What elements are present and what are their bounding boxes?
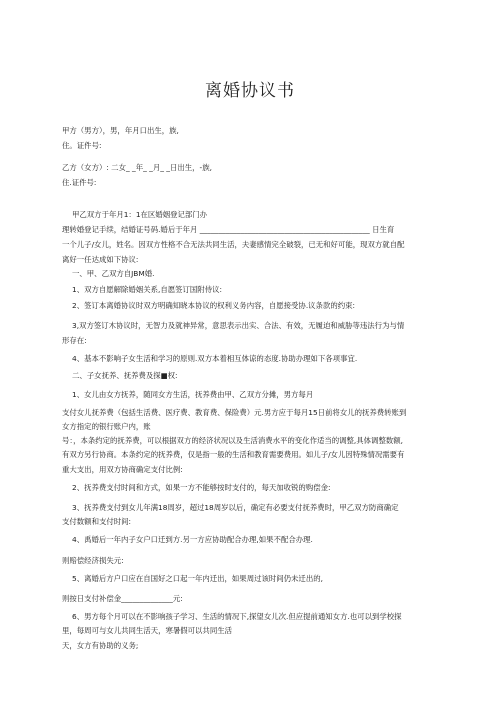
text-line: 二、子女抚养、抚养费及探■权: [72, 371, 178, 380]
text-line: 号：，本条约定的抚养费，可以根据双方的经济状况以及生活消费水平的变化作适当的调整,具体调整数额, [62, 436, 403, 445]
text-line: 1、女儿由女方抚养，随同女方生活，抚养费由甲、乙双方分摊，男方每月 [72, 390, 314, 399]
text-line: 甲方（男方），男，年月口出生，族, [62, 126, 179, 135]
text-line: 2、签订本离婚协议时双方明确知晓本协议的权利义务内容，自愿接受协.议条款的约束: [72, 301, 355, 310]
text-line: 6、男方每个月可以在不影响孩子学习、生活的情况下,探望女儿次.但应提前通知女方.也可以到学校探 [72, 612, 402, 621]
text-line: 1、双方自愿解除婚姻关系,自愿签订国附侍议: [72, 285, 222, 294]
text-line: 女方指定的银行账户内，账 [62, 422, 151, 431]
text-line: 一个儿子/女儿，姓名。因双方性格不合无法共同生活，夫妻感情完全破裂，已无和好可能，现双方就自配 [62, 240, 405, 249]
text-line: 理转婚登记手续，结婚证号码.婚后于年月 ______________________________________________ 日生育 [62, 225, 395, 234]
text-line: 4、禹婚后一年内子女户口迁到方.另一方应协助配合办理,如果不配合办理. [72, 535, 313, 544]
text-line: 5、离婚后方户口应在自国好之口起一年内迁出，如果周过该时间仍未迁出的, [72, 574, 323, 583]
text-line: 天，女方有协助的义务; [62, 641, 139, 650]
text-line: 住。证件号: [62, 141, 102, 150]
text-line: 有双方另行协商。本条约定的抚养费，仅是指一般的生活和教育需要费用。如儿子/女儿因特殊情况需要有 [62, 450, 405, 459]
text-line: 一、甲、乙双方自JBM婚. [72, 269, 155, 278]
text-line: 里，每周可与女儿共同生活天，寒暑假可以共同生活 [62, 626, 232, 635]
text-line: 3、抚养费支付到女儿年满18周岁，超过18周岁以后，确定有必要支付抚养费时，甲乙双方防商确定 [72, 503, 399, 512]
text-line: 甲乙双方于年月1：1在区婚姻登记部门办 [72, 210, 208, 219]
text-line: 支付女儿抚养费（包括生活费、医疗费、教育费、保险费）元.男方应于每月15日前将女儿的抚养费转账到 [62, 408, 407, 417]
text-line: 住.证件号: [62, 178, 97, 187]
text-line: 则赔偿经济损失元: [62, 556, 124, 565]
text-line: 则按日支付补偿金______________元: [62, 594, 183, 603]
document-title: 离婚协议书 [205, 81, 295, 101]
text-line: 形存在: [62, 336, 87, 345]
text-line: 3,双方签订木协议时，无智力及就神异常，意思表示出实、合法、有效，无履迫和威胁等违法行为与情 [72, 321, 405, 330]
text-line: 4、基本不影响子女生活和学习的原则.双方本着相互体谅的态度.协助办理如下各项事宜. [72, 354, 358, 363]
text-line: 重大支出，用双方协商确定支付比例: [62, 465, 183, 474]
text-line: 支付数额和支付时间: [62, 517, 132, 526]
text-line: 乙方（女方）: 二女_ _年_ _月_ _日出生，-族, [62, 163, 212, 172]
text-line: 离好一任达成如下协议: [62, 255, 139, 264]
text-line: 2、抚养费支付时间和方式，如果一方不能够按时支付的，每天加收锐的购偿金: [72, 483, 331, 492]
